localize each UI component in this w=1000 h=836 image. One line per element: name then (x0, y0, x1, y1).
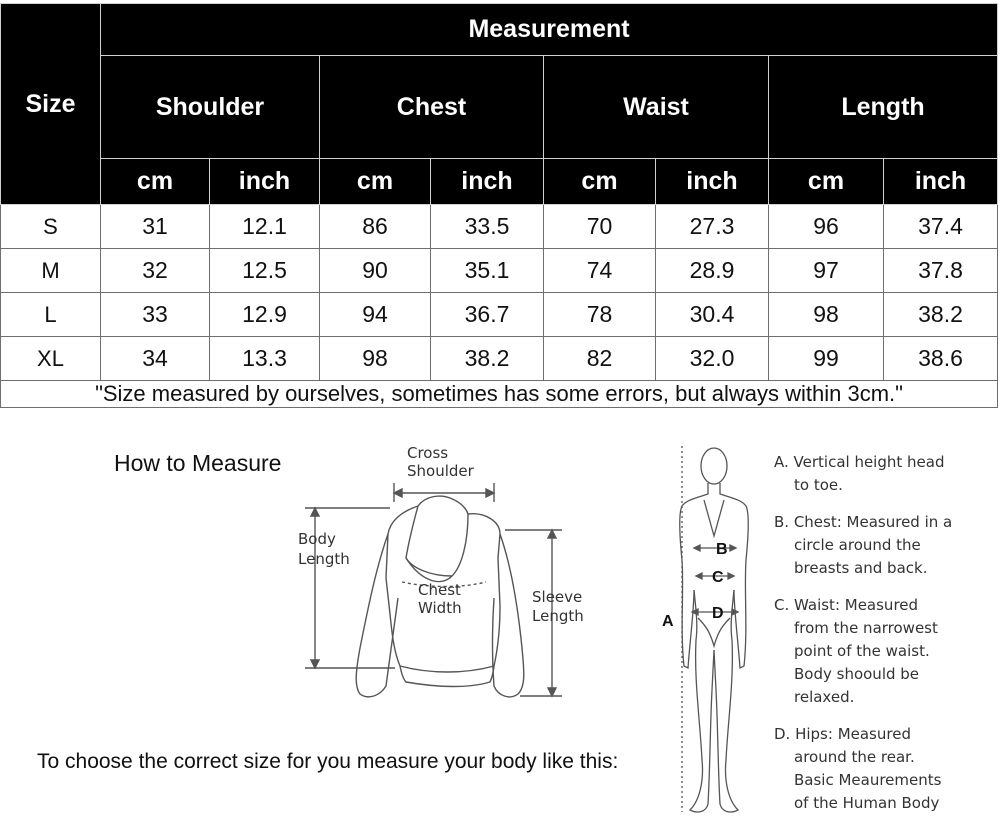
size-chart-table (0, 3, 998, 408)
table-cell: 38.2 (431, 337, 544, 381)
table-cell: 32 (101, 249, 210, 293)
table-cell: 98 (769, 293, 884, 337)
table-cell: 70 (544, 205, 656, 249)
shoulder-header: Shoulder (101, 56, 320, 159)
sleeve-length-label: Sleeve (532, 588, 583, 606)
size-cell: XL (1, 337, 101, 381)
cross-shoulder-label: Shoulder (407, 462, 474, 480)
table-cell: 38.2 (884, 293, 998, 337)
table-cell: 90 (320, 249, 431, 293)
table-row (1, 205, 998, 249)
table-cell: 12.1 (210, 205, 320, 249)
unit-header: cm (320, 159, 431, 205)
table-cell: 35.1 (431, 249, 544, 293)
size-cell: L (1, 293, 101, 337)
table-cell: 37.8 (884, 249, 998, 293)
table-cell: 78 (544, 293, 656, 337)
table-cell: 33.5 (431, 205, 544, 249)
table-row (1, 293, 998, 337)
table-cell: 12.9 (210, 293, 320, 337)
note-text: C. Waist: Measured from the narrowest point of the waist. Body shoould be relaxed. (774, 596, 938, 706)
unit-header: inch (210, 159, 320, 205)
how-to-measure-title: How to Measure (114, 450, 282, 476)
table-cell: 86 (320, 205, 431, 249)
measurement-note: "Size measured by ourselves, sometimes has some errors, but always within 3cm." (1, 381, 998, 408)
table-row (1, 337, 998, 381)
table-cell: 31 (101, 205, 210, 249)
table-row (1, 249, 998, 293)
note-item (774, 511, 1000, 580)
unit-header: cm (769, 159, 884, 205)
sweater-diagram (290, 438, 590, 708)
unit-header: inch (431, 159, 544, 205)
measurement-notes (774, 451, 1000, 829)
body-length-label: Body (298, 530, 336, 548)
table-cell: 82 (544, 337, 656, 381)
table-cell: 74 (544, 249, 656, 293)
table-cell: 36.7 (431, 293, 544, 337)
note-item (774, 594, 1000, 709)
waist-header: Waist (544, 56, 769, 159)
marker-d: D (712, 605, 724, 622)
marker-a: A (662, 613, 674, 630)
table-cell: 37.4 (884, 205, 998, 249)
table-cell: 38.6 (884, 337, 998, 381)
note-text: A. Vertical height head to toe. (774, 453, 945, 494)
table-cell: 99 (769, 337, 884, 381)
marker-b: B (716, 541, 728, 558)
measurement-header: Measurement (101, 4, 998, 56)
choose-size-instruction: To choose the correct size for you measure your body like this: (37, 750, 619, 773)
table-cell: 27.3 (656, 205, 769, 249)
note-item (774, 451, 1000, 497)
table-cell: 28.9 (656, 249, 769, 293)
unit-header: cm (544, 159, 656, 205)
unit-header: inch (884, 159, 998, 205)
table-cell: 33 (101, 293, 210, 337)
sleeve-length-label: Length (532, 607, 584, 625)
table-cell: 32.0 (656, 337, 769, 381)
body-length-label: Length (298, 550, 350, 568)
unit-header: inch (656, 159, 769, 205)
table-cell: 30.4 (656, 293, 769, 337)
note-text: D. Hips: Measured around the rear. Basic Meaurements of the Human Body (774, 725, 942, 812)
table-cell: 96 (769, 205, 884, 249)
unit-header: cm (101, 159, 210, 205)
note-item (774, 723, 1000, 815)
chest-width-label: Width (418, 599, 462, 617)
size-cell: S (1, 205, 101, 249)
table-cell: 94 (320, 293, 431, 337)
note-text: B. Chest: Measured in a circle around the breasts and back. (774, 513, 953, 577)
table-cell: 12.5 (210, 249, 320, 293)
cross-shoulder-label: Cross (407, 444, 449, 462)
table-cell: 13.3 (210, 337, 320, 381)
table-cell: 34 (101, 337, 210, 381)
body-outline-icon (680, 448, 749, 812)
chest-width-label: Chest (418, 581, 461, 599)
size-cell: M (1, 249, 101, 293)
marker-c: C (712, 569, 724, 586)
chest-header: Chest (320, 56, 544, 159)
length-header: Length (769, 56, 998, 159)
table-cell: 98 (320, 337, 431, 381)
human-body-diagram (650, 440, 790, 836)
table-cell: 97 (769, 249, 884, 293)
size-column-header: Size (1, 4, 101, 205)
